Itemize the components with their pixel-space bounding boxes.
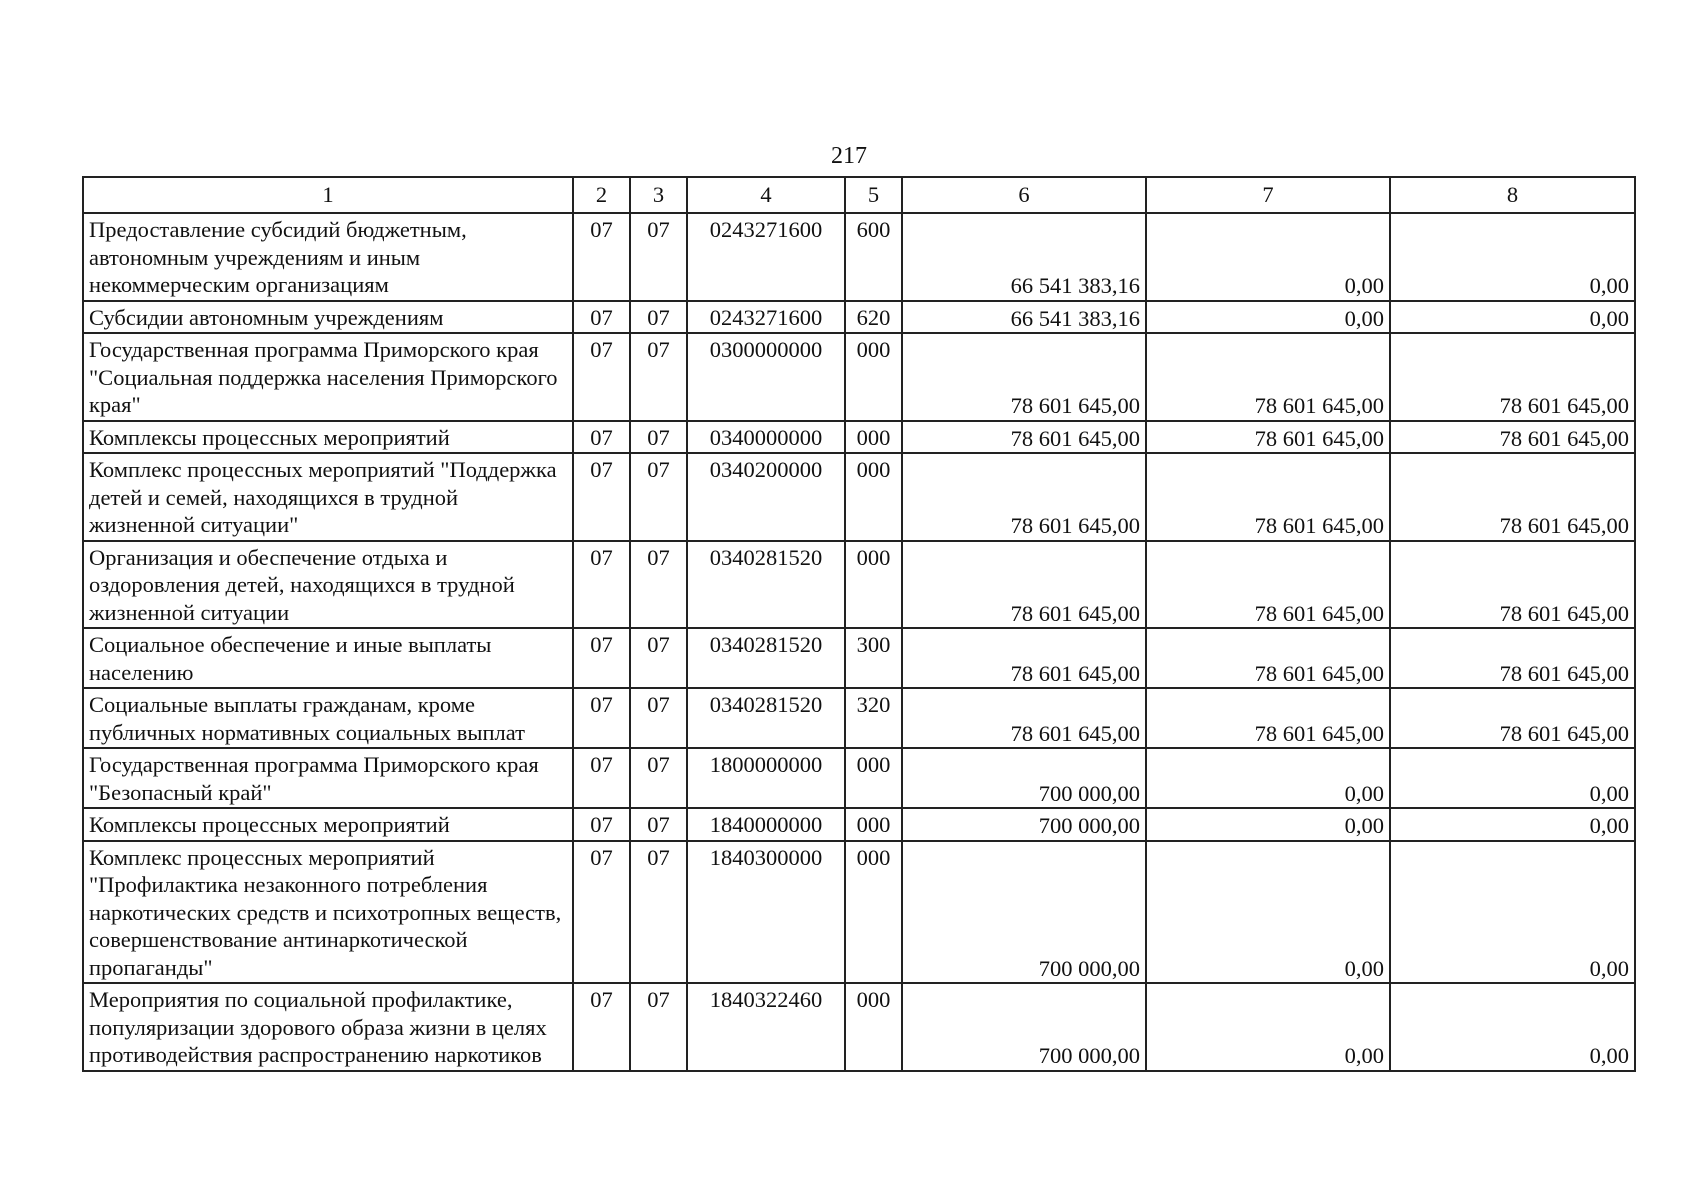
row-amount-col7: 78 601 645,00	[1146, 453, 1390, 541]
table-row	[83, 301, 1635, 334]
table-row	[83, 983, 1635, 1071]
row-expense-type-code: 620	[845, 301, 902, 334]
table-row	[83, 808, 1635, 841]
row-amount-col8: 0,00	[1390, 301, 1635, 334]
row-section-code: 07	[573, 301, 630, 334]
row-target-article-code: 0340281520	[687, 541, 845, 629]
row-subsection-code: 07	[630, 301, 687, 334]
row-subsection-code: 07	[630, 688, 687, 748]
row-amount-col6: 66 541 383,16	[902, 301, 1146, 334]
row-subsection-code: 07	[630, 983, 687, 1071]
row-amount-col8: 0,00	[1390, 841, 1635, 984]
row-section-code: 07	[573, 808, 630, 841]
row-section-code: 07	[573, 333, 630, 421]
row-amount-col7: 0,00	[1146, 301, 1390, 334]
row-amount-col7: 0,00	[1146, 841, 1390, 984]
row-amount-col7: 0,00	[1146, 213, 1390, 301]
row-section-code: 07	[573, 748, 630, 808]
budget-table	[82, 176, 1636, 1072]
table-row	[83, 541, 1635, 629]
row-amount-col8: 78 601 645,00	[1390, 628, 1635, 688]
row-subsection-code: 07	[630, 841, 687, 984]
row-amount-col8: 78 601 645,00	[1390, 453, 1635, 541]
row-expense-type-code: 000	[845, 453, 902, 541]
row-target-article-code: 0300000000	[687, 333, 845, 421]
row-amount-col6: 78 601 645,00	[902, 453, 1146, 541]
row-amount-col7: 78 601 645,00	[1146, 421, 1390, 454]
row-section-code: 07	[573, 541, 630, 629]
row-expense-type-code: 600	[845, 213, 902, 301]
page-number: 217	[831, 143, 867, 169]
row-amount-col8: 78 601 645,00	[1390, 688, 1635, 748]
table-row	[83, 333, 1635, 421]
row-section-code: 07	[573, 841, 630, 984]
row-target-article-code: 0243271600	[687, 213, 845, 301]
row-amount-col8: 0,00	[1390, 213, 1635, 301]
table-row	[83, 628, 1635, 688]
row-subsection-code: 07	[630, 748, 687, 808]
row-name: Комплексы процессных мероприятий	[83, 808, 573, 841]
table-row	[83, 453, 1635, 541]
row-amount-col7: 0,00	[1146, 808, 1390, 841]
row-amount-col6: 700 000,00	[902, 841, 1146, 984]
row-subsection-code: 07	[630, 541, 687, 629]
row-expense-type-code: 000	[845, 541, 902, 629]
header-row	[83, 177, 1635, 213]
row-amount-col7: 78 601 645,00	[1146, 628, 1390, 688]
row-section-code: 07	[573, 688, 630, 748]
column-header-5: 5	[845, 177, 902, 213]
row-expense-type-code: 000	[845, 333, 902, 421]
row-section-code: 07	[573, 421, 630, 454]
row-amount-col6: 66 541 383,16	[902, 213, 1146, 301]
row-amount-col6: 78 601 645,00	[902, 688, 1146, 748]
row-section-code: 07	[573, 213, 630, 301]
row-amount-col8: 78 601 645,00	[1390, 541, 1635, 629]
row-amount-col6: 700 000,00	[902, 808, 1146, 841]
table-row	[83, 213, 1635, 301]
row-name: Комплекс процессных мероприятий "Поддержка детей и семей, находящихся в трудной жизненной ситуации"	[83, 453, 573, 541]
column-header-7: 7	[1146, 177, 1390, 213]
table-row	[83, 841, 1635, 984]
row-amount-col8: 78 601 645,00	[1390, 421, 1635, 454]
row-subsection-code: 07	[630, 333, 687, 421]
row-name: Комплексы процессных мероприятий	[83, 421, 573, 454]
row-name: Субсидии автономным учреждениям	[83, 301, 573, 334]
column-header-3: 3	[630, 177, 687, 213]
table-row	[83, 748, 1635, 808]
row-target-article-code: 1800000000	[687, 748, 845, 808]
row-expense-type-code: 000	[845, 748, 902, 808]
table-row	[83, 688, 1635, 748]
column-header-1: 1	[83, 177, 573, 213]
row-amount-col7: 78 601 645,00	[1146, 333, 1390, 421]
column-header-8: 8	[1390, 177, 1635, 213]
row-amount-col6: 700 000,00	[902, 748, 1146, 808]
row-subsection-code: 07	[630, 213, 687, 301]
row-target-article-code: 0340281520	[687, 628, 845, 688]
row-target-article-code: 0340281520	[687, 688, 845, 748]
row-subsection-code: 07	[630, 453, 687, 541]
row-subsection-code: 07	[630, 421, 687, 454]
row-name: Комплекс процессных мероприятий "Профилактика незаконного потребления наркотических средств и психотропных веществ, совершенствование антинаркотической пропаганды"	[83, 841, 573, 984]
row-target-article-code: 0340000000	[687, 421, 845, 454]
row-amount-col7: 0,00	[1146, 983, 1390, 1071]
row-expense-type-code: 000	[845, 808, 902, 841]
table-row	[83, 421, 1635, 454]
row-name: Государственная программа Приморского края "Социальная поддержка населения Приморского края"	[83, 333, 573, 421]
row-target-article-code: 1840300000	[687, 841, 845, 984]
row-name: Социальные выплаты гражданам, кроме публичных нормативных социальных выплат	[83, 688, 573, 748]
row-amount-col6: 78 601 645,00	[902, 421, 1146, 454]
row-target-article-code: 0243271600	[687, 301, 845, 334]
row-amount-col8: 0,00	[1390, 748, 1635, 808]
column-header-6: 6	[902, 177, 1146, 213]
row-name: Организация и обеспечение отдыха и оздоровления детей, находящихся в трудной жизненной ситуации	[83, 541, 573, 629]
row-expense-type-code: 300	[845, 628, 902, 688]
row-target-article-code: 0340200000	[687, 453, 845, 541]
row-section-code: 07	[573, 983, 630, 1071]
row-subsection-code: 07	[630, 808, 687, 841]
row-amount-col8: 78 601 645,00	[1390, 333, 1635, 421]
row-target-article-code: 1840322460	[687, 983, 845, 1071]
row-name: Государственная программа Приморского края "Безопасный край"	[83, 748, 573, 808]
row-amount-col6: 78 601 645,00	[902, 541, 1146, 629]
row-expense-type-code: 320	[845, 688, 902, 748]
row-name: Социальное обеспечение и иные выплаты населению	[83, 628, 573, 688]
row-expense-type-code: 000	[845, 421, 902, 454]
row-subsection-code: 07	[630, 628, 687, 688]
column-header-2: 2	[573, 177, 630, 213]
row-expense-type-code: 000	[845, 841, 902, 984]
row-amount-col6: 700 000,00	[902, 983, 1146, 1071]
row-section-code: 07	[573, 628, 630, 688]
row-amount-col6: 78 601 645,00	[902, 628, 1146, 688]
row-amount-col6: 78 601 645,00	[902, 333, 1146, 421]
row-amount-col7: 78 601 645,00	[1146, 688, 1390, 748]
row-section-code: 07	[573, 453, 630, 541]
row-amount-col8: 0,00	[1390, 808, 1635, 841]
column-header-4: 4	[687, 177, 845, 213]
row-amount-col7: 78 601 645,00	[1146, 541, 1390, 629]
row-name: Мероприятия по социальной профилактике, популяризации здорового образа жизни в целях противодействия распространению наркотиков	[83, 983, 573, 1071]
row-expense-type-code: 000	[845, 983, 902, 1071]
row-target-article-code: 1840000000	[687, 808, 845, 841]
row-amount-col7: 0,00	[1146, 748, 1390, 808]
row-amount-col8: 0,00	[1390, 983, 1635, 1071]
row-name: Предоставление субсидий бюджетным, автономным учреждениям и иным некоммерческим организациям	[83, 213, 573, 301]
